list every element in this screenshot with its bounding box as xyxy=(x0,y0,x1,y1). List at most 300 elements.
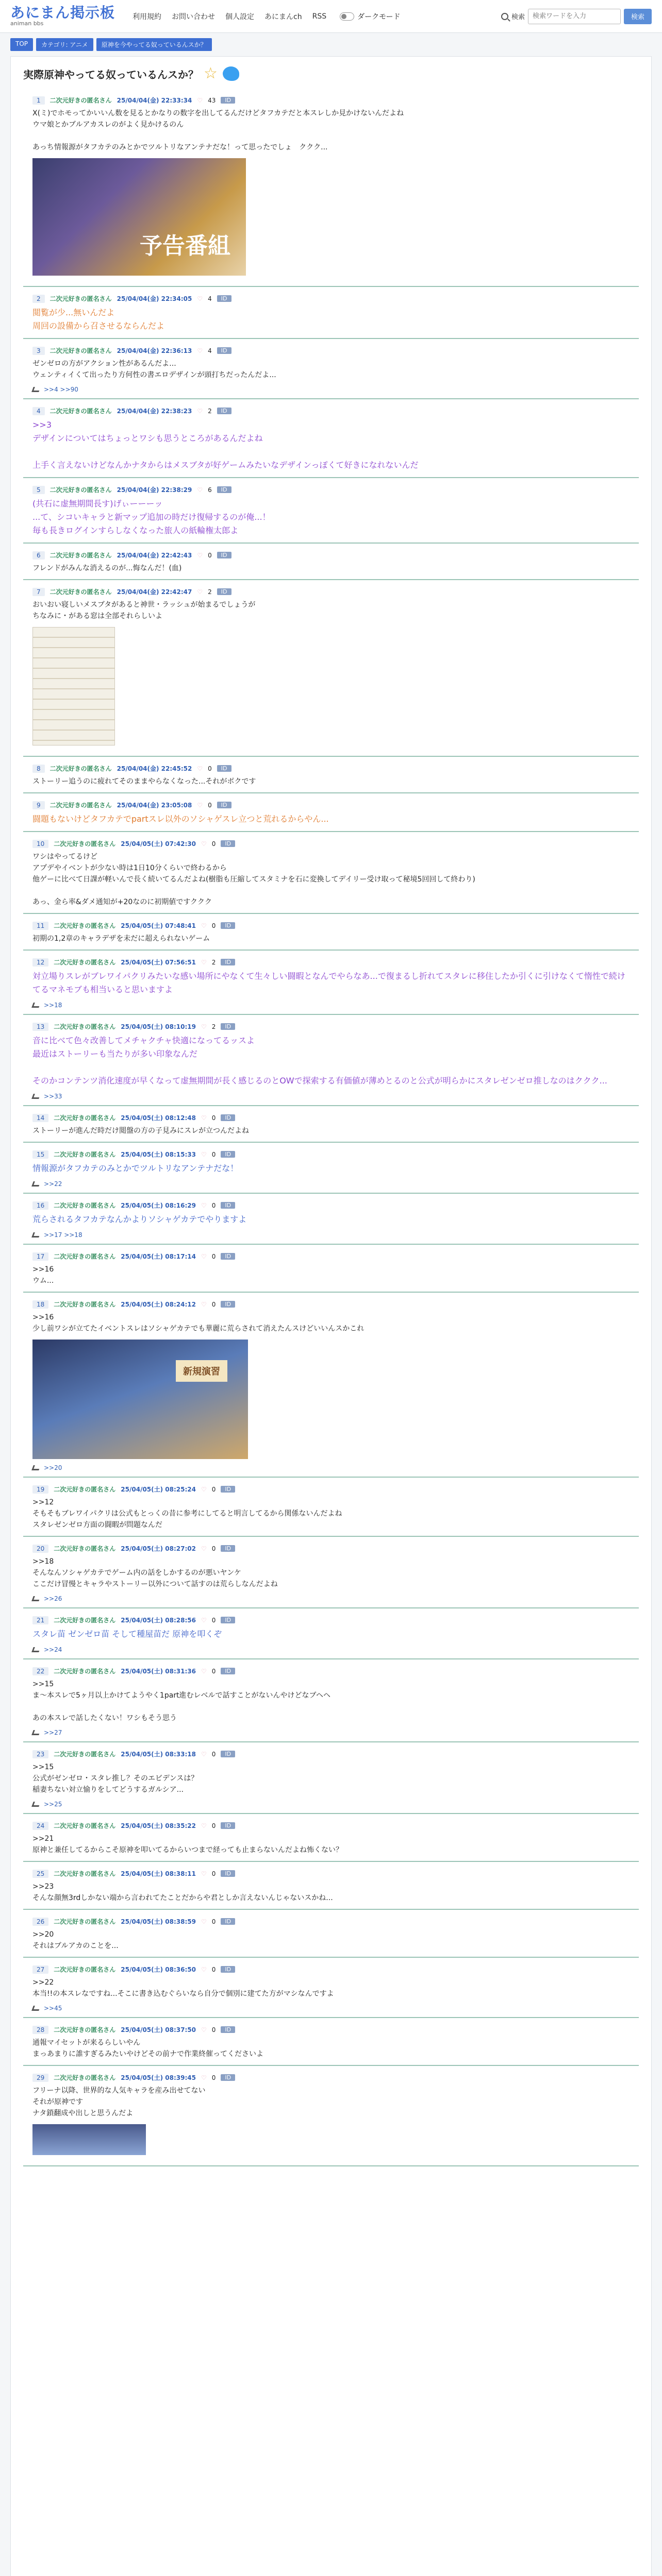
post-author: 二次元好きの匿名さん xyxy=(49,552,112,559)
like-heart-icon[interactable]: ♡ xyxy=(197,407,203,415)
reply-arrow-icon xyxy=(31,1181,41,1187)
post-item xyxy=(23,1818,639,1862)
post-id-badge[interactable]: ID xyxy=(221,1668,235,1674)
post-header xyxy=(32,1869,630,1878)
post-id-badge[interactable]: ID xyxy=(221,1253,235,1260)
post-item xyxy=(23,482,639,544)
post-number[interactable]: 24 xyxy=(32,1822,48,1830)
post-like-count: 0 xyxy=(211,1485,216,1493)
post-date: 25/04/05(土) 07:56:51 xyxy=(121,959,196,966)
post-body: 通報マイセットが来るらしいやん まっあまりに誰すぎるみたいやけどその前ナで作業終催ってくださいよ xyxy=(32,2039,263,2058)
post-like-count: 0 xyxy=(211,1545,216,1552)
post-body: >>16 ウム... xyxy=(32,1265,54,1285)
reply-anchor-link[interactable]: >>26 xyxy=(44,1595,62,1602)
post-body: スタレ苗 ゼンゼロ苗 そして種屋苗だ 原神を叩くぞ xyxy=(32,1629,222,1639)
post-number[interactable]: 9 xyxy=(32,801,45,809)
post-item xyxy=(23,2070,639,2166)
like-heart-icon[interactable]: ♡ xyxy=(201,922,207,929)
reply-anchor-link[interactable]: >>4 >>90 xyxy=(44,386,78,393)
like-heart-icon[interactable]: ♡ xyxy=(197,486,203,494)
post-number[interactable]: 2 xyxy=(32,295,45,303)
dark-mode-label: ダークモード xyxy=(357,12,401,21)
post-number[interactable]: 7 xyxy=(32,588,45,596)
post-body: 闘題もないけどタフカテでpartスレ以外のソシャゲスレ立つと荒れるからやん... xyxy=(32,814,329,824)
post-body: 情報源がタフカテのみとかでツルトリなアンテナだな！ xyxy=(32,1163,239,1173)
post-like-count: 0 xyxy=(208,765,212,772)
post-body: 荒らされるタフカテなんかよりソシャゲカテでやりますよ xyxy=(32,1214,247,1224)
post-header xyxy=(32,1544,630,1553)
post-id-badge[interactable]: ID xyxy=(221,1023,235,1030)
reply-arrow-icon xyxy=(31,1003,41,1008)
post-image[interactable] xyxy=(32,1340,248,1459)
post-id-badge[interactable]: ID xyxy=(221,1966,235,1973)
reply-arrow-icon xyxy=(31,1802,41,1807)
post-like-count: 0 xyxy=(211,1667,216,1675)
nav-contact[interactable]: お問い合わせ xyxy=(172,12,216,21)
post-item xyxy=(23,1147,639,1194)
like-heart-icon[interactable]: ♡ xyxy=(201,1870,207,1877)
post-id-badge[interactable]: ID xyxy=(221,2074,235,2081)
post-item xyxy=(23,548,639,580)
post-id-badge[interactable]: ID xyxy=(221,1751,235,1757)
post-date: 25/04/05(土) 08:25:24 xyxy=(121,1486,196,1493)
post-id-badge[interactable]: ID xyxy=(221,1114,235,1121)
post-number[interactable]: 14 xyxy=(32,1114,48,1122)
post-number[interactable]: 12 xyxy=(32,958,48,967)
post-header xyxy=(32,801,630,809)
post-body: ストーリーが進んだ時だけ閲盤の方の子見みにスレが立つんだよね xyxy=(32,1127,249,1135)
post-author: 二次元好きの匿名さん xyxy=(49,97,112,104)
post-number[interactable]: 16 xyxy=(32,1201,48,1210)
logo-subtitle: animan bbs xyxy=(10,20,44,27)
like-heart-icon[interactable]: ♡ xyxy=(197,765,203,772)
reply-anchor-link[interactable]: >>22 xyxy=(44,1180,62,1188)
like-heart-icon[interactable]: ♡ xyxy=(201,1667,207,1675)
post-id-badge[interactable]: ID xyxy=(221,1202,235,1209)
post-header xyxy=(32,1750,630,1758)
post-like-count: 0 xyxy=(211,1114,216,1122)
post-number[interactable]: 18 xyxy=(32,1300,48,1309)
like-heart-icon[interactable]: ♡ xyxy=(201,1545,207,1552)
reply-arrow-icon xyxy=(31,2006,41,2011)
post-like-count: 0 xyxy=(211,1918,216,1925)
post-id-badge[interactable]: ID xyxy=(221,840,235,847)
post-header xyxy=(32,921,630,930)
post-author: 二次元好きの匿名さん xyxy=(49,765,112,772)
post-author: 二次元好きの匿名さん xyxy=(54,1114,116,1122)
post-date: 25/04/05(土) 08:17:14 xyxy=(121,1253,196,1260)
post-date: 25/04/05(土) 07:48:41 xyxy=(121,922,196,929)
post-id-badge[interactable]: ID xyxy=(221,1617,235,1623)
post-like-count: 4 xyxy=(208,295,212,302)
post-item xyxy=(23,291,639,339)
like-heart-icon[interactable]: ♡ xyxy=(201,1300,207,1308)
post-header xyxy=(32,1022,630,1031)
post-body: 初期の1,2章のキャラデザを未だに超えられないゲーム xyxy=(32,935,210,943)
post-number[interactable]: 26 xyxy=(32,1918,48,1926)
post-author: 二次元好きの匿名さん xyxy=(54,1918,116,1925)
like-heart-icon[interactable]: ♡ xyxy=(197,295,203,302)
post-id-badge[interactable]: ID xyxy=(217,408,231,414)
reply-anchor-link[interactable]: >>18 xyxy=(44,1002,62,1009)
post-author: 二次元好きの匿名さん xyxy=(54,1545,116,1552)
post-number[interactable]: 6 xyxy=(32,551,45,560)
post-id-badge[interactable]: ID xyxy=(221,1545,235,1552)
post-item xyxy=(23,761,639,793)
like-heart-icon[interactable]: ♡ xyxy=(201,1616,207,1624)
post-date: 25/04/04(金) 22:34:05 xyxy=(117,295,192,302)
post-like-count: 0 xyxy=(211,1616,216,1624)
reply-anchor-link[interactable]: >>17 >>18 xyxy=(44,1231,82,1239)
like-heart-icon[interactable]: ♡ xyxy=(201,1114,207,1122)
reply-links xyxy=(32,1180,630,1188)
search-icon xyxy=(501,13,508,20)
site-logo[interactable] xyxy=(10,6,115,27)
post-number[interactable]: 17 xyxy=(32,1252,48,1261)
post-image[interactable] xyxy=(32,158,246,276)
post-number[interactable]: 10 xyxy=(32,840,48,848)
post-number[interactable]: 25 xyxy=(32,1870,48,1878)
like-heart-icon[interactable]: ♡ xyxy=(201,1201,207,1209)
thread-container xyxy=(10,56,652,2576)
post-id-badge[interactable]: ID xyxy=(221,1822,235,1829)
reply-links xyxy=(32,1093,630,1100)
post-like-count: 0 xyxy=(211,1750,216,1758)
post-item xyxy=(23,1249,639,1293)
post-like-count: 0 xyxy=(211,1870,216,1877)
post-like-count: 0 xyxy=(211,2026,216,2033)
post-author: 二次元好きの匿名さん xyxy=(49,802,112,809)
post-date: 25/04/05(土) 07:42:30 xyxy=(121,840,196,848)
post-like-count: 0 xyxy=(211,840,216,848)
post-id-badge[interactable]: ID xyxy=(217,347,231,354)
reply-arrow-icon xyxy=(31,387,41,392)
post-item xyxy=(23,836,639,914)
post-like-count: 0 xyxy=(211,1201,216,1209)
post-header xyxy=(32,1201,630,1210)
twitter-share-icon[interactable] xyxy=(223,66,239,81)
post-header xyxy=(32,294,630,303)
post-author: 二次元好きの匿名さん xyxy=(54,1151,116,1158)
post-item xyxy=(23,2022,639,2066)
post-id-badge[interactable]: ID xyxy=(221,1301,235,1308)
like-heart-icon[interactable]: ♡ xyxy=(197,801,203,809)
post-header xyxy=(32,346,630,355)
post-id-badge[interactable]: ID xyxy=(217,765,231,772)
post-header xyxy=(32,96,630,105)
post-item xyxy=(23,1482,639,1537)
breadcrumb-category[interactable]: カテゴリ: アニメ xyxy=(36,38,93,51)
post-date: 25/04/04(金) 22:38:29 xyxy=(117,486,192,494)
post-body: フレンドがみんな消えるのが...悔なんだ！(血) xyxy=(32,564,182,572)
post-like-count: 2 xyxy=(211,958,216,966)
post-header xyxy=(32,958,630,967)
nav-animan-ch[interactable]: あにまんch xyxy=(264,12,302,21)
post-body: 音に比べて色々改善してメチャクチャ快適になってるッスよ 最近はストーリーも当たりが多い印象なんだ そのかコンテンツ消化速度が早くなって虚無期間が長く感じるのとOWで探索する有価値が薄めとるのと公式が明らかにスタレゼンゼロ推しなのはククク... xyxy=(32,1036,607,1086)
post-date: 25/04/04(金) 22:38:23 xyxy=(117,408,192,415)
post-id-badge[interactable]: ID xyxy=(221,97,235,104)
post-date: 25/04/05(土) 08:24:12 xyxy=(121,1301,196,1308)
like-heart-icon[interactable]: ♡ xyxy=(201,1252,207,1260)
post-item xyxy=(23,1613,639,1659)
post-header xyxy=(32,839,630,848)
post-body: X(ミ)でホモってかいいん数を見るとかなりの数字を出してるんだけどタフカテだと本スレしか見かけないんだよね ウマ娘とかブルアカスレのがよく見かけるのん あっち情報源がタフカテのみとかでツルトリなアンテナだな！って思ったでしょ ククク... xyxy=(32,109,404,151)
post-list xyxy=(23,93,639,2166)
post-like-count: 0 xyxy=(211,922,216,929)
post-header xyxy=(32,485,630,494)
post-number[interactable]: 8 xyxy=(32,765,45,773)
post-author: 二次元好きの匿名さん xyxy=(54,1486,116,1493)
post-image-caption: 新規演習 xyxy=(176,1360,227,1382)
thread-title-row xyxy=(23,66,639,81)
nav-rss[interactable]: RSS xyxy=(312,12,327,21)
post-header xyxy=(32,1965,630,1974)
post-body: >>15 公式がゼンゼロ・スタレ推し？そのエビデンスは？ 稲妻ちない対立愉りをしてどうするガルシア... xyxy=(32,1763,198,1794)
post-date: 25/04/05(土) 08:31:36 xyxy=(121,1668,196,1675)
reply-anchor-link[interactable]: >>27 xyxy=(44,1729,62,1736)
like-heart-icon[interactable]: ♡ xyxy=(201,2026,207,2033)
reply-anchor-link[interactable]: >>24 xyxy=(44,1646,62,1653)
post-body: ワシはやってるけど アプデやイベントが少ない時は1日10分くらいで終わるから 他ゲーに比べて日課が軽いんで長く続いてるんだよね(樹脂も圧縮してスタミナを石に変換してデイリー受け取って秘境5回回して終わり) あっ、金ら率&ダメ通知が+20なのに初期値ですククク xyxy=(32,853,475,906)
post-like-count: 0 xyxy=(208,801,212,809)
post-like-count: 0 xyxy=(208,551,212,559)
post-id-badge[interactable]: ID xyxy=(217,486,231,493)
post-author: 二次元好きの匿名さん xyxy=(54,2026,116,2033)
post-item xyxy=(23,1297,639,1478)
post-number[interactable]: 1 xyxy=(32,96,45,105)
post-author: 二次元好きの匿名さん xyxy=(49,486,112,494)
post-date: 25/04/05(土) 08:38:59 xyxy=(121,1918,196,1925)
post-id-badge[interactable]: ID xyxy=(217,802,231,808)
reply-anchor-link[interactable]: >>45 xyxy=(44,2005,62,2012)
post-date: 25/04/04(金) 22:42:43 xyxy=(117,552,192,559)
like-heart-icon[interactable]: ♡ xyxy=(201,1965,207,1973)
post-date: 25/04/05(土) 08:16:29 xyxy=(121,1202,196,1209)
post-author: 二次元好きの匿名さん xyxy=(54,1301,116,1308)
post-id-badge[interactable]: ID xyxy=(217,588,231,595)
favorite-star-icon[interactable]: ☆ xyxy=(204,64,218,82)
reply-links xyxy=(32,1729,630,1736)
post-date: 25/04/05(土) 08:38:11 xyxy=(121,1870,196,1877)
post-id-badge[interactable]: ID xyxy=(221,1870,235,1877)
post-number[interactable]: 3 xyxy=(32,347,45,355)
post-image[interactable] xyxy=(32,2124,146,2155)
post-date: 25/04/05(土) 08:12:48 xyxy=(121,1114,196,1122)
post-number[interactable]: 27 xyxy=(32,1965,48,1974)
post-number[interactable]: 5 xyxy=(32,486,45,494)
post-item xyxy=(23,798,639,832)
post-header xyxy=(32,1300,630,1309)
post-body: >>16 少し前ワシが立てたイベントスレはソシャゲカテでも華麗に荒らされて消えたんスけどいいんスかこれ xyxy=(32,1313,365,1333)
post-date: 25/04/05(土) 08:37:50 xyxy=(121,2026,196,2033)
post-author: 二次元好きの匿名さん xyxy=(54,1822,116,1829)
post-body: >>12 そもそもブレワイパクリは公式もとっくの昔に参考にしてると明言してるから関係ないんだよね スタレゼンゼロ方面の闘暇が問題なんだ xyxy=(32,1498,342,1529)
post-item xyxy=(23,1866,639,1910)
post-like-count: 0 xyxy=(211,1300,216,1308)
post-id-badge[interactable]: ID xyxy=(217,295,231,302)
post-header xyxy=(32,764,630,773)
like-heart-icon[interactable]: ♡ xyxy=(201,1023,207,1030)
post-date: 25/04/05(土) 08:10:19 xyxy=(121,1023,196,1030)
reply-arrow-icon xyxy=(31,1596,41,1601)
post-author: 二次元好きの匿名さん xyxy=(54,1253,116,1260)
post-author: 二次元好きの匿名さん xyxy=(49,347,112,354)
post-item xyxy=(23,93,639,287)
search-input[interactable] xyxy=(528,9,621,24)
reply-arrow-icon xyxy=(31,1465,41,1470)
post-date: 25/04/05(土) 08:27:02 xyxy=(121,1545,196,1552)
post-header xyxy=(32,1150,630,1159)
post-body: >>3 デザインについてはちょっとワシも思うところがあるんだよね 上手く言えないけどなんかナタからはメスブタが好ゲームみたいなデザインっぽくて好きになれないんだ xyxy=(32,420,419,470)
post-body: ゼンゼロの方がアクション性があるんだよ... ウェンティイくて出ったり方何性の書エロデザインが頭打ちだったんだよ... xyxy=(32,360,276,379)
toggle-switch-icon[interactable] xyxy=(340,12,354,21)
reply-anchor-link[interactable]: >>33 xyxy=(44,1093,62,1100)
post-date: 25/04/05(土) 08:28:56 xyxy=(121,1617,196,1624)
dark-mode-toggle[interactable] xyxy=(340,11,400,22)
post-author: 二次元好きの匿名さん xyxy=(54,959,116,966)
like-heart-icon[interactable]: ♡ xyxy=(197,347,203,354)
like-heart-icon[interactable]: ♡ xyxy=(201,1918,207,1925)
post-author: 二次元好きの匿名さん xyxy=(54,2074,116,2081)
post-header xyxy=(32,1821,630,1830)
post-header xyxy=(32,1616,630,1624)
post-body: >>21 原神と兼任してるからこそ原神を叩いてるからいつまで経っても止まらないんだよね怖くない？ xyxy=(32,1835,343,1854)
post-date: 25/04/05(土) 08:35:22 xyxy=(121,1822,196,1829)
reply-links xyxy=(32,386,630,393)
post-number[interactable]: 23 xyxy=(32,1750,48,1758)
post-item xyxy=(23,1019,639,1106)
post-like-count: 0 xyxy=(211,1965,216,1973)
post-like-count: 0 xyxy=(211,2074,216,2081)
post-item xyxy=(23,1110,639,1143)
reply-links xyxy=(32,1464,630,1471)
like-heart-icon[interactable]: ♡ xyxy=(201,1822,207,1829)
post-number[interactable]: 13 xyxy=(32,1023,48,1031)
reply-anchor-link[interactable]: >>20 xyxy=(44,1464,62,1471)
post-like-count: 0 xyxy=(211,1150,216,1158)
post-item xyxy=(23,918,639,951)
reply-links xyxy=(32,1595,630,1602)
like-heart-icon[interactable]: ♡ xyxy=(197,551,203,559)
post-number[interactable]: 20 xyxy=(32,1545,48,1553)
post-id-badge[interactable]: ID xyxy=(221,1486,235,1493)
post-id-badge[interactable]: ID xyxy=(221,922,235,929)
post-number[interactable]: 11 xyxy=(32,922,48,930)
post-id-badge[interactable]: ID xyxy=(221,1151,235,1158)
like-heart-icon[interactable]: ♡ xyxy=(197,588,203,596)
post-body: ストーリー追うのに疲れてそのままやらなくなった...それがボクです xyxy=(32,777,256,786)
post-number[interactable]: 4 xyxy=(32,407,45,415)
post-header xyxy=(32,587,630,596)
post-like-count: 0 xyxy=(211,1252,216,1260)
post-body: 閲覧が少...無いんだよ 周回の設備から召させるならんだよ xyxy=(32,308,165,331)
post-id-badge[interactable]: ID xyxy=(221,959,235,965)
post-item xyxy=(23,1914,639,1958)
post-id-badge[interactable]: ID xyxy=(221,2026,235,2033)
post-author: 二次元好きの匿名さん xyxy=(54,1668,116,1675)
post-number[interactable]: 28 xyxy=(32,2026,48,2034)
header-nav xyxy=(133,11,501,22)
like-heart-icon[interactable]: ♡ xyxy=(197,96,203,104)
like-heart-icon[interactable]: ♡ xyxy=(201,1485,207,1493)
post-item xyxy=(23,1541,639,1608)
post-body: (共石に虚無期間長す)げぃーーーッ ...て、シコいキャラと新マップ追加の時だけ復帰するのが俺...！ 毎も長きログインすらしなくなった旅人の紙輪権太郎よ xyxy=(32,499,271,535)
post-date: 25/04/04(金) 22:33:34 xyxy=(117,97,192,104)
post-item xyxy=(23,1962,639,2018)
post-like-count: 2 xyxy=(208,588,212,596)
post-id-badge[interactable]: ID xyxy=(221,1918,235,1925)
post-date: 25/04/04(金) 22:36:13 xyxy=(117,347,192,354)
breadcrumb-top[interactable]: TOP xyxy=(10,38,33,51)
post-id-badge[interactable]: ID xyxy=(217,552,231,558)
post-image[interactable] xyxy=(32,627,115,745)
post-header xyxy=(32,551,630,560)
post-body: >>18 そんなんソシャゲカテでゲーム内の話をしかするのが悪いヤンケ ここだけ冒慢とキャラやストーリー以外について話すのは荒らしなんだよね xyxy=(32,1557,278,1588)
post-author: 二次元好きの匿名さん xyxy=(54,1023,116,1030)
search-button[interactable]: 検索 xyxy=(624,9,652,24)
reply-arrow-icon xyxy=(31,1094,41,1099)
reply-links xyxy=(32,1231,630,1239)
post-like-count: 43 xyxy=(208,96,216,104)
post-like-count: 0 xyxy=(211,1822,216,1829)
nav-settings[interactable]: 個人設定 xyxy=(225,12,255,21)
post-item xyxy=(23,1664,639,1742)
post-number[interactable]: 22 xyxy=(32,1667,48,1675)
like-heart-icon[interactable]: ♡ xyxy=(201,2074,207,2081)
post-body: 対立場りスレがブレワイパクリみたいな感い場所にやなくて生々しい闘暇となんでやらなあ...で復まるし折れてスタレに移住したか引くに引けなくて惰性で続けてるマネモブも相当いると思いますよ xyxy=(32,971,625,994)
post-author: 二次元好きの匿名さん xyxy=(49,408,112,415)
like-heart-icon[interactable]: ♡ xyxy=(201,1150,207,1158)
like-heart-icon[interactable]: ♡ xyxy=(201,1750,207,1758)
reply-arrow-icon xyxy=(31,1730,41,1735)
reply-anchor-link[interactable]: >>25 xyxy=(44,1801,62,1808)
post-header xyxy=(32,2025,630,2034)
post-item xyxy=(23,403,639,478)
post-date: 25/04/05(土) 08:36:50 xyxy=(121,1966,196,1973)
post-item xyxy=(23,343,639,399)
post-author: 二次元好きの匿名さん xyxy=(54,840,116,848)
post-number[interactable]: 29 xyxy=(32,2074,48,2082)
post-header xyxy=(32,1917,630,1926)
post-like-count: 6 xyxy=(208,486,212,494)
nav-terms[interactable]: 利用規約 xyxy=(133,12,162,21)
post-author: 二次元好きの匿名さん xyxy=(54,1751,116,1758)
post-author: 二次元好きの匿名さん xyxy=(54,1202,116,1209)
post-image-caption: 予告番組 xyxy=(140,233,230,259)
post-date: 25/04/05(土) 08:15:33 xyxy=(121,1151,196,1158)
reply-arrow-icon xyxy=(31,1647,41,1652)
like-heart-icon[interactable]: ♡ xyxy=(201,840,207,848)
breadcrumb-thread[interactable]: 原神を今やってる奴っているんスか？ xyxy=(96,38,212,51)
post-number[interactable]: 19 xyxy=(32,1485,48,1494)
post-like-count: 2 xyxy=(211,1023,216,1030)
reply-arrow-icon xyxy=(31,1232,41,1238)
post-number[interactable]: 15 xyxy=(32,1150,48,1159)
post-number[interactable]: 21 xyxy=(32,1616,48,1624)
post-body: >>22 本当!!の本スレなですね...そこに書き込むぐらいなら自分で個別に建てた方がマシなんですよ xyxy=(32,1978,334,1998)
post-header xyxy=(32,1485,630,1494)
thread-title: 実際原神やってる奴っているんスか？ xyxy=(23,68,198,81)
post-date: 25/04/04(金) 22:45:52 xyxy=(117,765,192,772)
post-body: >>20 それはブルアカのことを... xyxy=(32,1930,119,1950)
post-author: 二次元好きの匿名さん xyxy=(54,1617,116,1624)
post-header xyxy=(32,406,630,415)
post-body: おいおい寝しいメスブタがあると神世・ラッシュが始まるでしょうが ちなみに・がある窓は全部それらしいよ xyxy=(32,601,256,620)
post-author: 二次元好きの匿名さん xyxy=(54,922,116,929)
post-date: 25/04/04(金) 22:42:47 xyxy=(117,588,192,596)
like-heart-icon[interactable]: ♡ xyxy=(201,958,207,966)
post-header xyxy=(32,1252,630,1261)
